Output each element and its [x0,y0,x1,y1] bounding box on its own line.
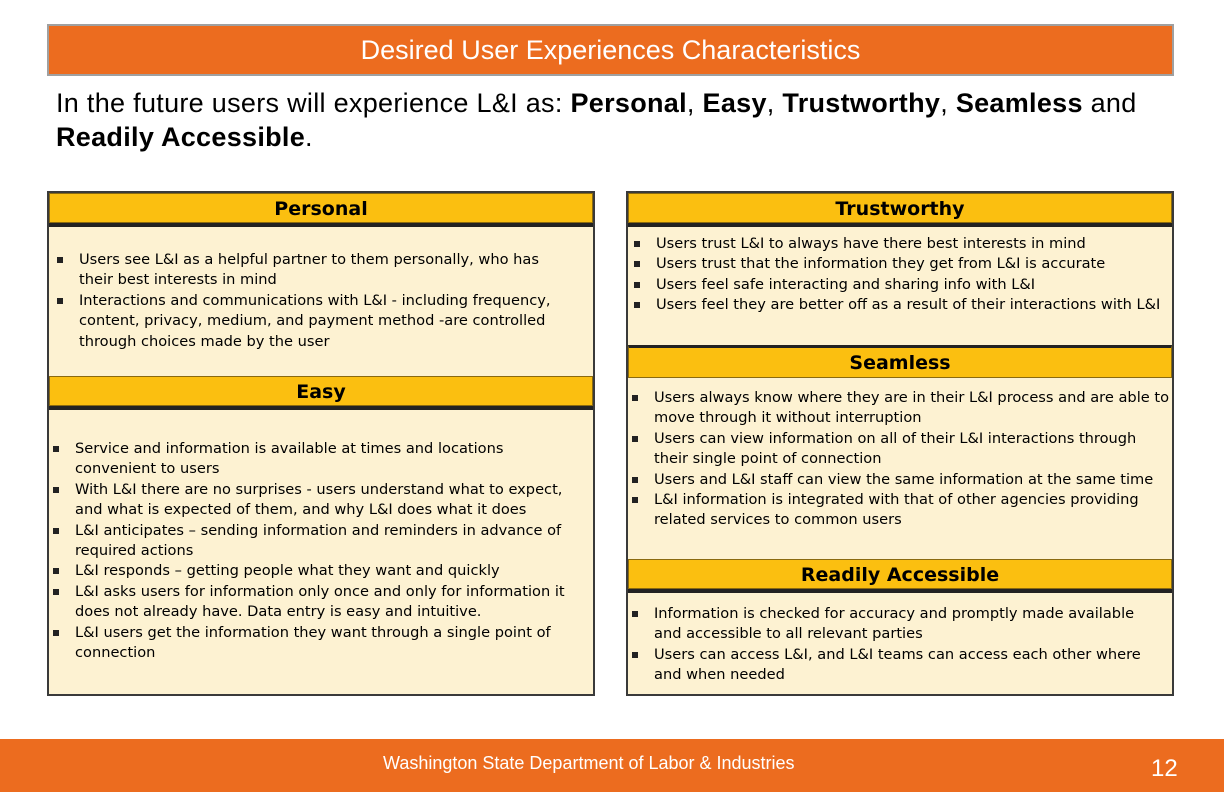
intro-separator: , [686,88,703,118]
readily-accessible-header [628,559,1172,589]
intro-term-easy: Easy [702,88,767,118]
page-number: 12 [1151,755,1178,782]
intro-term-readily-accessible: Readily Accessible [56,122,306,152]
seamless-header [628,345,1172,378]
intro-separator: . [305,122,313,152]
list-item: L&I users get the information they want through a single point of connection [50,623,584,664]
list-item: L&I information is integrated with that of other agencies providing related services to common users [629,490,1169,531]
list-item: Users feel safe interacting and sharing info with L&I [631,275,1161,295]
intro-separator: , [766,88,783,118]
list-item: L&I anticipates – sending information and reminders in advance of required actions [50,521,584,562]
list-item: With L&I there are no surprises - users understand what to expect, and what is expected of them, and why L&I does what it does [50,480,584,521]
list-item: Users can view information on all of their L&I interactions through their single point of connection [629,429,1169,470]
list-item: Users always know where they are in their L&I process and are able to move through it without interruption [629,388,1169,429]
list-item: Users can access L&I, and L&I teams can access each other where and when needed [629,645,1164,686]
intro-term-personal: Personal [570,88,687,118]
easy-title: Easy [296,381,346,403]
list-item: Information is checked for accuracy and promptly made available and accessible to all relevant parties [629,604,1164,645]
footer-organization: Washington State Department of Labor & Industries [383,753,795,773]
easy-list [50,439,584,663]
list-item: Users and L&I staff can view the same information at the same time [629,470,1169,490]
intro-separator: , [940,88,956,118]
slide-title-bar [47,24,1174,76]
personal-header [49,193,593,223]
list-item: Service and information is available at times and locations convenient to users [50,439,584,480]
footer-bar [0,739,1224,792]
intro-separator: and [1082,88,1137,118]
readily-accessible-title: Readily Accessible [800,564,1000,586]
seamless-title: Seamless [849,352,951,374]
list-item: L&I asks users for information only once and only for information it does not already have. Data entry is easy and intuitive. [50,582,584,623]
intro-text [56,86,1176,154]
list-item: Interactions and communications with L&I - including frequency, content, privacy, medium, and payment method -are controlled through choices made by the user [54,291,574,352]
trustworthy-header [628,193,1172,223]
list-item: Users trust that the information they get from L&I is accurate [631,254,1161,274]
trustworthy-title: Trustworthy [835,198,965,220]
intro-term-seamless: Seamless [955,88,1083,118]
personal-list [54,250,574,352]
trustworthy-list [631,234,1161,316]
list-item: Users see L&I as a helpful partner to them personally, who has their best interests in mind [54,250,574,291]
easy-header [49,376,593,406]
intro-prefix: In the future users will experience L&I as: [56,88,571,118]
seamless-list [629,388,1169,531]
list-item: L&I responds – getting people what they want and quickly [50,561,584,581]
personal-title: Personal [274,198,368,220]
readily-accessible-list [629,604,1164,686]
intro-term-trustworthy: Trustworthy [782,88,941,118]
list-item: Users feel they are better off as a result of their interactions with L&I [631,295,1161,315]
list-item: Users trust L&I to always have there best interests in mind [631,234,1161,254]
slide-title: Desired User Experiences Characteristics [360,34,861,65]
